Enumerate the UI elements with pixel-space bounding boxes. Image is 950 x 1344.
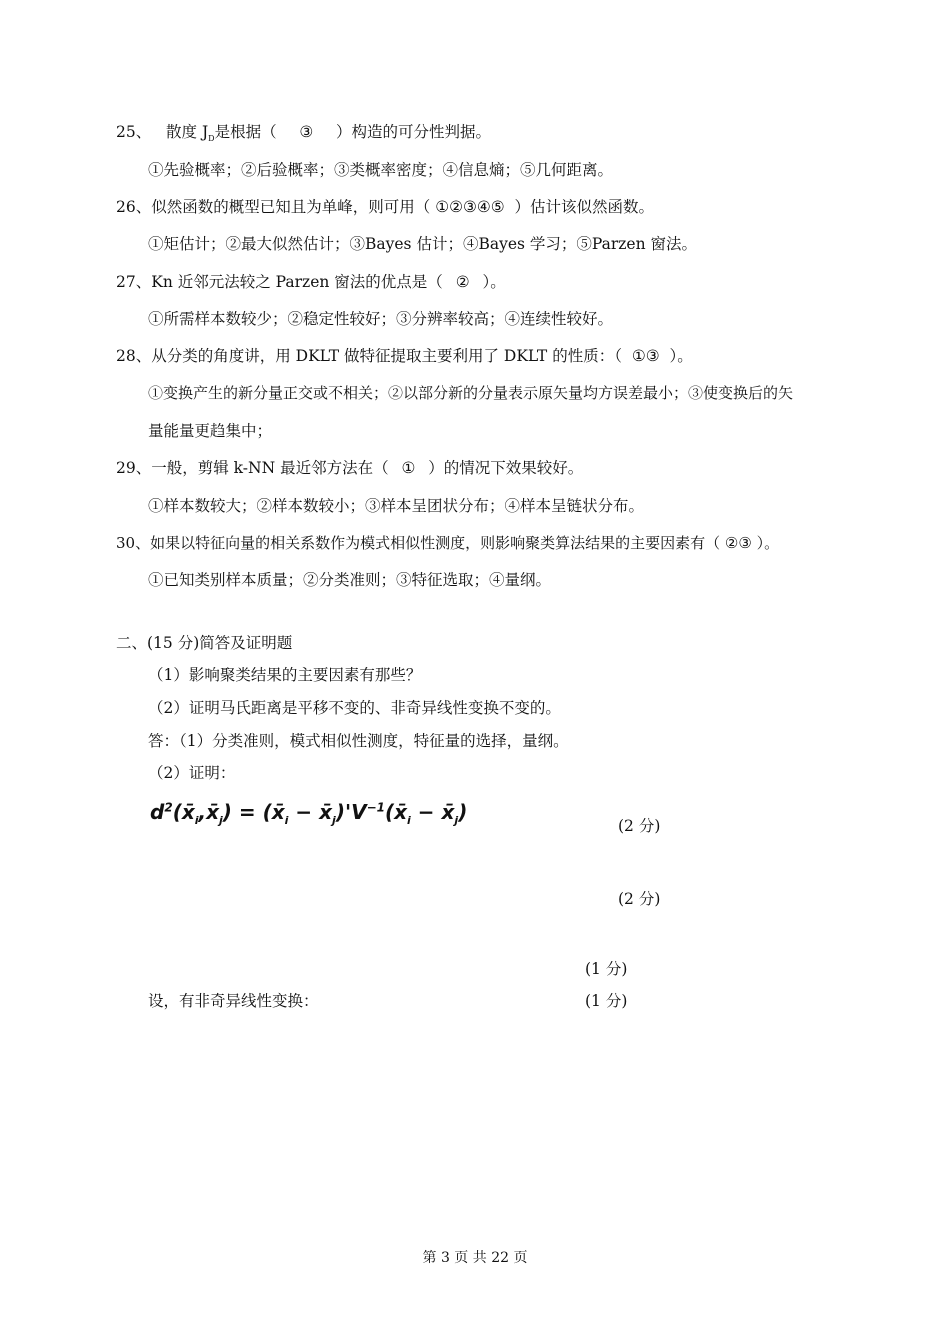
subscript: D (208, 134, 215, 143)
question-text: ）。 (756, 534, 780, 552)
page-footer: 第 3 页 共 22 页 (422, 1250, 528, 1266)
score-2: (2 分) (618, 890, 661, 908)
mahalanobis-formula: $d^2(x̄_i,x̄_j)$ = ($x̄_i$ − $x̄_j)'V^{-1}(x̄_i$ − $x̄_j$) (150, 800, 468, 827)
question-text: ）构造的可分性判据。 (336, 123, 492, 141)
question-text: ）。 (482, 273, 506, 291)
answer-1: 答：（1）分类准则，模式相似性测度，特征量的选择，量纲。 (148, 732, 569, 750)
question-text: 散度 J (166, 123, 209, 141)
score-1: (2 分) (618, 817, 661, 835)
answer: ①③ (631, 347, 660, 365)
question-text: ）。 (669, 347, 693, 365)
question-number: 26、 (116, 198, 152, 216)
answer-2-label: （2）证明： (148, 764, 236, 782)
question-29 (116, 457, 583, 479)
question-26-options: ①矩估计；②最大似然估计；③Bayes 估计；④Bayes 学习；⑤Parzen 窗法。 (148, 235, 698, 253)
score-4: (1 分) (585, 992, 628, 1010)
question-27 (116, 271, 506, 293)
question-30 (116, 532, 779, 554)
answer: ② (455, 273, 470, 291)
question-number: 25、 (116, 123, 152, 141)
question-29-options: ①样本数较大；②样本数较小；③样本呈团状分布；④样本呈链状分布。 (148, 497, 645, 515)
question-number: 29、 (116, 459, 152, 477)
question-number: 27、 (116, 273, 152, 291)
question-28 (116, 345, 693, 367)
question-number: 28、 (116, 347, 152, 365)
answer: ① (401, 459, 416, 477)
sub-question-2: （2）证明马氏距离是平移不变的、非奇异线性变换不变的。 (148, 699, 561, 717)
question-text: Kn 近邻元法较之 Parzen 窗法的优点是（ (151, 273, 443, 291)
score-3: (1 分) (585, 960, 628, 978)
answer: ②③ (724, 534, 752, 552)
answer: ①②③④⑤ (435, 198, 505, 216)
section-heading: 二、(15 分)简答及证明题 (116, 634, 293, 652)
sub-question-1: （1）影响聚类结果的主要因素有那些？ (148, 666, 422, 684)
question-text: 是根据（ (214, 123, 277, 141)
question-number: 30、 (116, 534, 151, 552)
question-text: 如果以特征向量的相关系数作为模式相似性测度，则影响聚类算法结果的主要因素有（ (150, 534, 721, 552)
transform-text: 设，有非奇异线性变换： (148, 992, 319, 1010)
question-25 (116, 121, 491, 150)
question-text: ）估计该似然函数。 (514, 198, 655, 216)
question-25-options: ①先验概率；②后验概率；③类概率密度；④信息熵；⑤几何距离。 (148, 161, 614, 179)
question-27-options: ①所需样本数较少；②稳定性较好；③分辨率较高；④连续性较好。 (148, 310, 614, 328)
question-text: 从分类的角度讲，用 DKLT 做特征提取主要利用了 DKLT 的性质：（ (151, 347, 622, 365)
question-text: ）的情况下效果较好。 (428, 459, 584, 477)
question-text: 似然函数的概型已知且为单峰，则可用（ (151, 198, 431, 216)
question-text: 一般，剪辑 k-NN 最近邻方法在（ (151, 459, 389, 477)
question-28-options-2: 量能量更趋集中； (148, 422, 273, 440)
question-26 (116, 196, 654, 218)
question-28-options-1: ①变换产生的新分量正交或不相关；②以部分新的分量表示原矢量均方误差最小；③使变换后的矢 (148, 384, 794, 402)
answer: ③ (299, 123, 314, 141)
question-30-options: ①已知类别样本质量；②分类准则；③特征选取；④量纲。 (148, 571, 552, 589)
